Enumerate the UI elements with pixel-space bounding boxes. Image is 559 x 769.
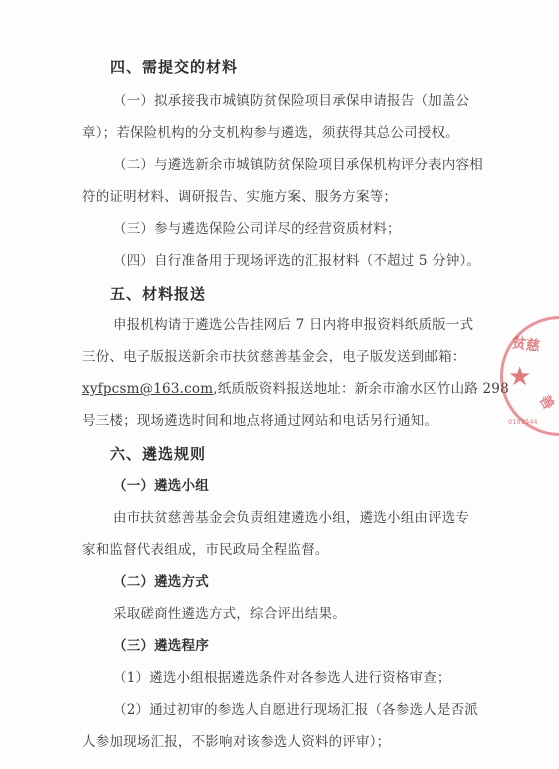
section-heading-materials: 四、需提交的材料 bbox=[110, 58, 239, 76]
paragraph-line: 号三楼；现场遴选时间和地点将通过网站和电话另行通知。 bbox=[82, 413, 439, 429]
section-heading-submission: 五、材料报送 bbox=[110, 285, 207, 303]
seal-star-icon: ★ bbox=[508, 362, 532, 392]
paragraph-line: （一）拟承接我市城镇防贫保险项目承保申请报告（加盖公 bbox=[113, 93, 470, 109]
paragraph-line bbox=[82, 379, 509, 399]
paragraph-line: 采取磋商性遴选方式，综合评出结果。 bbox=[113, 606, 346, 622]
email-link[interactable]: xyfpcsm@163.com bbox=[82, 381, 214, 397]
seal-code: 0103544 bbox=[508, 418, 538, 426]
paragraph-line: （三）参与遴选保险公司详尽的经营资质材料； bbox=[113, 221, 401, 237]
paragraph-line: （二）与遴选新余市城镇防贫保险项目承保机构评分表内容相 bbox=[113, 157, 483, 173]
seal-text-side: 善 bbox=[535, 392, 557, 413]
seal-text-top: 贫慈 bbox=[510, 335, 541, 355]
paragraph-line: （1）遴选小组根据遴选条件对各参选人进行资格审查； bbox=[113, 670, 451, 686]
address-text: ,纸质版资料报送地址：新余市渝水区竹山路 298 bbox=[213, 381, 509, 397]
paragraph-line: 三份、电子版报送新余市扶贫慈善基金会，电子版发送到邮箱： bbox=[82, 349, 466, 365]
subheading-group: （一）遴选小组 bbox=[113, 478, 209, 494]
paragraph-line: （2）通过初审的参选人自愿进行现场汇报（各参选人是否派 bbox=[113, 702, 478, 718]
paragraph-line: 符的证明材料、调研报告、实施方案、服务方案等； bbox=[82, 189, 398, 205]
subheading-procedure: （三）遴选程序 bbox=[113, 638, 209, 654]
paragraph-line: 人参加现场汇报，不影响对该参选人资料的评审）； bbox=[82, 734, 391, 750]
paragraph-line: 章）；若保险机构的分支机构参与遴选，须获得其总公司授权。 bbox=[82, 125, 459, 141]
section-heading-rules: 六、遴选规则 bbox=[110, 445, 207, 463]
paragraph-line: （四）自行准备用于现场评选的汇报材料（不超过 5 分钟）。 bbox=[113, 253, 481, 269]
subheading-method: （二）遴选方式 bbox=[113, 574, 209, 590]
paragraph-line: 由市扶贫慈善基金会负责组建遴选小组，遴选小组由评选专 bbox=[113, 510, 470, 526]
paragraph-line: 家和监督代表组成，市民政局全程监督。 bbox=[82, 542, 329, 558]
paragraph-line: 申报机构请于遴选公告挂网后 7 日内将申报资料纸质版一式 bbox=[113, 317, 474, 333]
